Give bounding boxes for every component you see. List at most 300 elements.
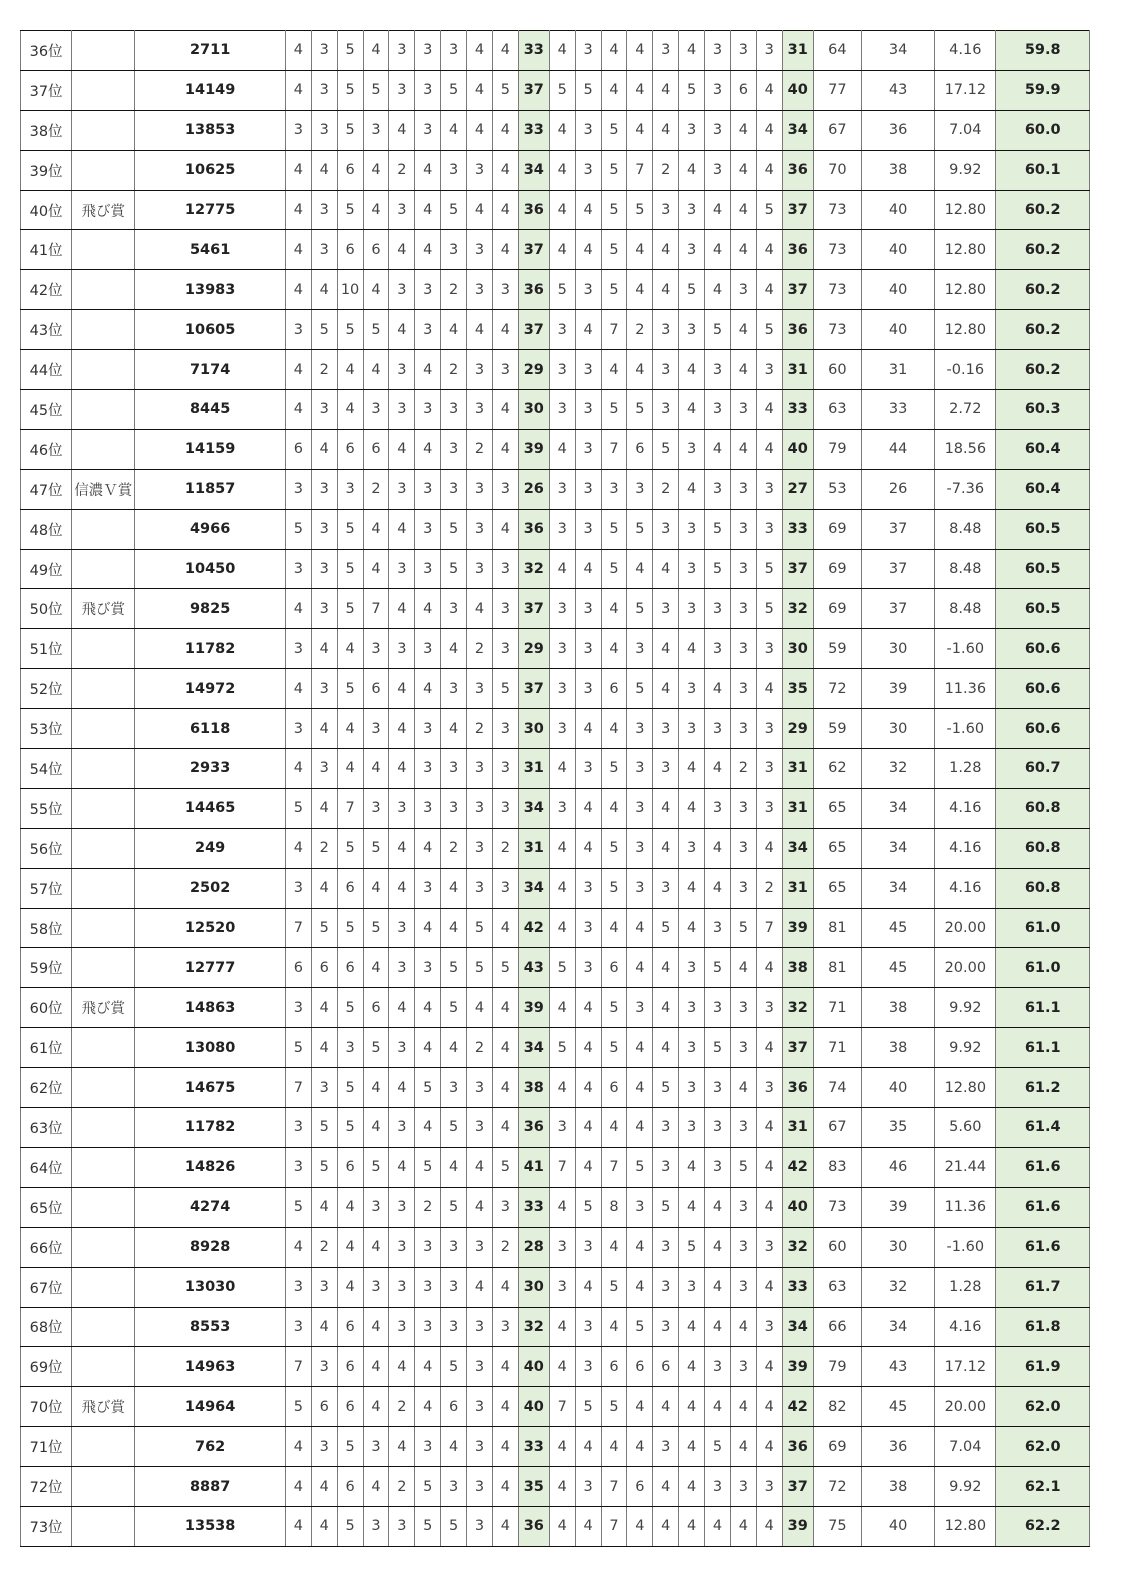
- out-hole-2-score: 3: [311, 390, 337, 430]
- in-hole-17-score: 4: [730, 350, 756, 390]
- out-hole-9-score: 3: [492, 589, 518, 629]
- in-hole-13-score: 4: [627, 1387, 653, 1427]
- net-score-cell: 62.0: [996, 1427, 1090, 1467]
- in-total-cell: 39: [782, 1347, 813, 1387]
- gross-score-cell: 63: [813, 390, 861, 430]
- in-hole-15-score: 4: [679, 31, 705, 71]
- in-hole-17-score: 3: [730, 1028, 756, 1068]
- adjustment-cell: 17.12: [935, 70, 996, 110]
- out-hole-9-score: 3: [492, 868, 518, 908]
- in-hole-16-score: 5: [705, 1427, 731, 1467]
- rank-cell: 55位: [21, 788, 72, 828]
- in-hole-17-score: 3: [730, 1108, 756, 1148]
- in-hole-17-score: 4: [730, 230, 756, 270]
- adjustment-cell: 21.44: [935, 1147, 996, 1187]
- in-total-cell: 31: [782, 868, 813, 908]
- in-hole-12-score: 7: [601, 1467, 627, 1507]
- out-hole-8-score: 3: [467, 1227, 493, 1267]
- player-id-cell: 14863: [135, 988, 286, 1028]
- in-hole-15-score: 4: [679, 1147, 705, 1187]
- rank-cell: 57位: [21, 868, 72, 908]
- player-id-cell: 14972: [135, 669, 286, 709]
- out-hole-1-score: 4: [285, 1467, 311, 1507]
- adjustment-cell: 12.80: [935, 230, 996, 270]
- out-hole-5-score: 4: [389, 310, 415, 350]
- in-hole-11-score: 4: [575, 828, 601, 868]
- in-hole-17-score: 4: [730, 1506, 756, 1546]
- out-hole-6-score: 3: [415, 1427, 441, 1467]
- out-hole-3-score: 5: [337, 509, 363, 549]
- out-hole-3-score: 4: [337, 1267, 363, 1307]
- rank-cell: 49位: [21, 549, 72, 589]
- out-hole-6-score: 3: [415, 788, 441, 828]
- table-row: [21, 230, 1090, 270]
- award-cell: 飛び賞: [72, 988, 135, 1028]
- out-hole-6-score: 3: [415, 749, 441, 789]
- handicap-cell: 34: [861, 868, 934, 908]
- handicap-cell: 30: [861, 1227, 934, 1267]
- in-hole-14-score: 4: [653, 1387, 679, 1427]
- out-hole-4-score: 3: [363, 709, 389, 749]
- out-hole-8-score: 3: [467, 1506, 493, 1546]
- in-hole-13-score: 4: [627, 1427, 653, 1467]
- out-hole-7-score: 3: [441, 390, 467, 430]
- out-hole-8-score: 3: [467, 1307, 493, 1347]
- out-hole-4-score: 4: [363, 948, 389, 988]
- in-hole-11-score: 3: [575, 1467, 601, 1507]
- adjustment-cell: -0.16: [935, 350, 996, 390]
- out-hole-5-score: 4: [389, 1427, 415, 1467]
- in-hole-15-score: 3: [679, 190, 705, 230]
- in-hole-10-score: 3: [549, 1108, 575, 1148]
- in-hole-14-score: 2: [653, 150, 679, 190]
- out-total-cell: 34: [518, 868, 549, 908]
- adjustment-cell: 11.36: [935, 1187, 996, 1227]
- in-total-cell: 32: [782, 589, 813, 629]
- out-hole-3-score: 5: [337, 1108, 363, 1148]
- out-hole-4-score: 3: [363, 1187, 389, 1227]
- in-hole-10-score: 3: [549, 469, 575, 509]
- in-hole-17-score: 3: [730, 1227, 756, 1267]
- out-hole-1-score: 7: [285, 1347, 311, 1387]
- out-hole-3-score: 5: [337, 1506, 363, 1546]
- in-hole-12-score: 7: [601, 1147, 627, 1187]
- out-total-cell: 39: [518, 988, 549, 1028]
- out-hole-2-score: 4: [311, 429, 337, 469]
- in-hole-16-score: 3: [705, 709, 731, 749]
- out-hole-7-score: 2: [441, 270, 467, 310]
- out-hole-3-score: 5: [337, 589, 363, 629]
- award-cell: [72, 908, 135, 948]
- table-row: [21, 1147, 1090, 1187]
- out-hole-8-score: 3: [467, 469, 493, 509]
- out-hole-5-score: 4: [389, 429, 415, 469]
- in-hole-17-score: 3: [730, 669, 756, 709]
- in-hole-11-score: 4: [575, 709, 601, 749]
- out-hole-7-score: 4: [441, 1427, 467, 1467]
- in-total-cell: 40: [782, 1187, 813, 1227]
- gross-score-cell: 77: [813, 70, 861, 110]
- player-id-cell: 14159: [135, 429, 286, 469]
- in-hole-13-score: 5: [627, 1147, 653, 1187]
- out-hole-9-score: 3: [492, 1187, 518, 1227]
- out-hole-6-score: 3: [415, 31, 441, 71]
- out-hole-7-score: 4: [441, 868, 467, 908]
- handicap-cell: 40: [861, 230, 934, 270]
- in-hole-18-score: 4: [756, 390, 782, 430]
- out-total-cell: 32: [518, 549, 549, 589]
- out-hole-2-score: 4: [311, 270, 337, 310]
- out-hole-7-score: 5: [441, 509, 467, 549]
- in-hole-14-score: 4: [653, 70, 679, 110]
- out-hole-2-score: 2: [311, 350, 337, 390]
- out-hole-4-score: 5: [363, 1147, 389, 1187]
- out-hole-5-score: 4: [389, 110, 415, 150]
- out-hole-7-score: 5: [441, 549, 467, 589]
- out-total-cell: 29: [518, 629, 549, 669]
- rank-cell: 56位: [21, 828, 72, 868]
- in-hole-15-score: 3: [679, 230, 705, 270]
- in-hole-15-score: 4: [679, 868, 705, 908]
- in-hole-11-score: 4: [575, 1147, 601, 1187]
- in-hole-15-score: 3: [679, 1068, 705, 1108]
- in-hole-16-score: 5: [705, 509, 731, 549]
- in-total-cell: 36: [782, 1068, 813, 1108]
- in-hole-14-score: 4: [653, 230, 679, 270]
- out-hole-5-score: 3: [389, 1506, 415, 1546]
- in-total-cell: 29: [782, 709, 813, 749]
- in-hole-14-score: 4: [653, 948, 679, 988]
- net-score-cell: 60.2: [996, 350, 1090, 390]
- adjustment-cell: 1.28: [935, 1267, 996, 1307]
- in-hole-14-score: 4: [653, 1028, 679, 1068]
- in-hole-11-score: 5: [575, 70, 601, 110]
- out-hole-4-score: 5: [363, 1028, 389, 1068]
- out-total-cell: 37: [518, 589, 549, 629]
- in-hole-11-score: 3: [575, 390, 601, 430]
- in-hole-11-score: 4: [575, 1506, 601, 1546]
- in-hole-15-score: 4: [679, 788, 705, 828]
- out-hole-1-score: 3: [285, 549, 311, 589]
- in-hole-12-score: 4: [601, 629, 627, 669]
- in-total-cell: 42: [782, 1147, 813, 1187]
- out-hole-2-score: 3: [311, 509, 337, 549]
- gross-score-cell: 82: [813, 1387, 861, 1427]
- in-hole-15-score: 5: [679, 70, 705, 110]
- gross-score-cell: 73: [813, 190, 861, 230]
- out-hole-2-score: 4: [311, 868, 337, 908]
- out-hole-5-score: 4: [389, 1068, 415, 1108]
- in-hole-18-score: 4: [756, 1108, 782, 1148]
- award-cell: [72, 1506, 135, 1546]
- out-hole-3-score: 5: [337, 828, 363, 868]
- in-total-cell: 42: [782, 1387, 813, 1427]
- out-hole-1-score: 7: [285, 908, 311, 948]
- out-hole-6-score: 2: [415, 1187, 441, 1227]
- handicap-cell: 34: [861, 31, 934, 71]
- out-hole-1-score: 6: [285, 948, 311, 988]
- in-total-cell: 38: [782, 948, 813, 988]
- net-score-cell: 61.0: [996, 908, 1090, 948]
- out-hole-4-score: 2: [363, 469, 389, 509]
- out-hole-8-score: 3: [467, 1427, 493, 1467]
- in-hole-10-score: 3: [549, 350, 575, 390]
- out-hole-4-score: 4: [363, 868, 389, 908]
- gross-score-cell: 72: [813, 1467, 861, 1507]
- in-hole-16-score: 3: [705, 629, 731, 669]
- adjustment-cell: 17.12: [935, 1347, 996, 1387]
- out-hole-7-score: 4: [441, 1028, 467, 1068]
- out-hole-3-score: 5: [337, 31, 363, 71]
- player-id-cell: 14465: [135, 788, 286, 828]
- award-cell: [72, 549, 135, 589]
- player-id-cell: 14964: [135, 1387, 286, 1427]
- net-score-cell: 61.1: [996, 1028, 1090, 1068]
- in-total-cell: 35: [782, 669, 813, 709]
- out-hole-1-score: 3: [285, 469, 311, 509]
- in-hole-14-score: 3: [653, 1108, 679, 1148]
- net-score-cell: 61.6: [996, 1147, 1090, 1187]
- in-hole-12-score: 6: [601, 948, 627, 988]
- in-hole-11-score: 3: [575, 669, 601, 709]
- out-hole-8-score: 3: [467, 150, 493, 190]
- net-score-cell: 60.2: [996, 190, 1090, 230]
- rank-cell: 58位: [21, 908, 72, 948]
- out-hole-6-score: 3: [415, 709, 441, 749]
- out-hole-9-score: 3: [492, 629, 518, 669]
- handicap-cell: 38: [861, 150, 934, 190]
- table-row: [21, 1347, 1090, 1387]
- in-hole-17-score: 3: [730, 270, 756, 310]
- out-hole-7-score: 3: [441, 669, 467, 709]
- in-hole-17-score: 3: [730, 390, 756, 430]
- out-hole-5-score: 3: [389, 1227, 415, 1267]
- in-hole-16-score: 4: [705, 1227, 731, 1267]
- award-cell: [72, 749, 135, 789]
- out-hole-8-score: 4: [467, 1147, 493, 1187]
- out-hole-2-score: 3: [311, 1267, 337, 1307]
- gross-score-cell: 75: [813, 1506, 861, 1546]
- in-hole-14-score: 3: [653, 190, 679, 230]
- in-hole-15-score: 4: [679, 908, 705, 948]
- out-hole-3-score: 6: [337, 948, 363, 988]
- in-total-cell: 37: [782, 190, 813, 230]
- out-total-cell: 28: [518, 1227, 549, 1267]
- rank-cell: 38位: [21, 110, 72, 150]
- in-hole-16-score: 4: [705, 429, 731, 469]
- out-hole-6-score: 4: [415, 1108, 441, 1148]
- out-hole-4-score: 6: [363, 230, 389, 270]
- in-hole-18-score: 4: [756, 828, 782, 868]
- table-row: [21, 31, 1090, 71]
- in-hole-12-score: 5: [601, 230, 627, 270]
- out-hole-8-score: 4: [467, 589, 493, 629]
- out-hole-5-score: 3: [389, 469, 415, 509]
- out-hole-1-score: 3: [285, 1147, 311, 1187]
- in-total-cell: 40: [782, 70, 813, 110]
- in-hole-15-score: 3: [679, 669, 705, 709]
- table-row: [21, 350, 1090, 390]
- in-hole-13-score: 4: [627, 549, 653, 589]
- in-hole-15-score: 4: [679, 1467, 705, 1507]
- in-hole-13-score: 4: [627, 908, 653, 948]
- out-hole-5-score: 2: [389, 1467, 415, 1507]
- in-hole-12-score: 4: [601, 31, 627, 71]
- handicap-cell: 40: [861, 190, 934, 230]
- table-row: [21, 1028, 1090, 1068]
- gross-score-cell: 67: [813, 1108, 861, 1148]
- in-total-cell: 37: [782, 1028, 813, 1068]
- in-hole-18-score: 3: [756, 350, 782, 390]
- out-hole-8-score: 2: [467, 709, 493, 749]
- out-hole-1-score: 4: [285, 270, 311, 310]
- out-hole-3-score: 3: [337, 469, 363, 509]
- in-hole-13-score: 4: [627, 1506, 653, 1546]
- in-hole-17-score: 5: [730, 1147, 756, 1187]
- in-hole-11-score: 5: [575, 1387, 601, 1427]
- out-hole-7-score: 4: [441, 310, 467, 350]
- out-hole-7-score: 3: [441, 749, 467, 789]
- gross-score-cell: 70: [813, 150, 861, 190]
- in-hole-18-score: 5: [756, 310, 782, 350]
- table-row: [21, 1467, 1090, 1507]
- gross-score-cell: 67: [813, 110, 861, 150]
- player-id-cell: 8928: [135, 1227, 286, 1267]
- in-hole-11-score: 3: [575, 509, 601, 549]
- out-hole-9-score: 4: [492, 1267, 518, 1307]
- in-hole-11-score: 3: [575, 429, 601, 469]
- player-id-cell: 6118: [135, 709, 286, 749]
- table-row: [21, 1068, 1090, 1108]
- in-hole-11-score: 4: [575, 1427, 601, 1467]
- in-hole-14-score: 5: [653, 1187, 679, 1227]
- adjustment-cell: 9.92: [935, 1028, 996, 1068]
- table-row: [21, 1307, 1090, 1347]
- table-row: [21, 1267, 1090, 1307]
- rank-cell: 36位: [21, 31, 72, 71]
- adjustment-cell: 11.36: [935, 669, 996, 709]
- out-hole-9-score: 3: [492, 788, 518, 828]
- in-hole-13-score: 3: [627, 1187, 653, 1227]
- in-hole-16-score: 5: [705, 948, 731, 988]
- table-row: [21, 1387, 1090, 1427]
- in-hole-16-score: 3: [705, 31, 731, 71]
- in-hole-13-score: 4: [627, 230, 653, 270]
- handicap-cell: 38: [861, 1028, 934, 1068]
- out-hole-5-score: 4: [389, 230, 415, 270]
- player-id-cell: 2711: [135, 31, 286, 71]
- in-hole-18-score: 3: [756, 629, 782, 669]
- in-hole-10-score: 4: [549, 1467, 575, 1507]
- rank-cell: 69位: [21, 1347, 72, 1387]
- out-hole-8-score: 5: [467, 908, 493, 948]
- out-total-cell: 35: [518, 1467, 549, 1507]
- out-hole-4-score: 4: [363, 1068, 389, 1108]
- in-hole-13-score: 4: [627, 1267, 653, 1307]
- in-hole-15-score: 3: [679, 1028, 705, 1068]
- in-hole-11-score: 4: [575, 788, 601, 828]
- in-hole-17-score: 5: [730, 908, 756, 948]
- out-hole-3-score: 5: [337, 908, 363, 948]
- handicap-cell: 40: [861, 270, 934, 310]
- out-hole-6-score: 3: [415, 948, 441, 988]
- in-hole-10-score: 4: [549, 31, 575, 71]
- in-hole-14-score: 4: [653, 788, 679, 828]
- player-id-cell: 10450: [135, 549, 286, 589]
- player-id-cell: 12520: [135, 908, 286, 948]
- adjustment-cell: 1.28: [935, 749, 996, 789]
- handicap-cell: 34: [861, 1307, 934, 1347]
- in-hole-10-score: 3: [549, 669, 575, 709]
- out-hole-2-score: 3: [311, 110, 337, 150]
- gross-score-cell: 64: [813, 31, 861, 71]
- out-hole-8-score: 2: [467, 1028, 493, 1068]
- out-hole-9-score: 4: [492, 1427, 518, 1467]
- in-hole-12-score: 5: [601, 828, 627, 868]
- award-cell: [72, 110, 135, 150]
- out-hole-6-score: 3: [415, 390, 441, 430]
- in-hole-13-score: 5: [627, 669, 653, 709]
- out-hole-8-score: 3: [467, 669, 493, 709]
- table-row: [21, 549, 1090, 589]
- in-hole-15-score: 3: [679, 948, 705, 988]
- out-hole-9-score: 2: [492, 1227, 518, 1267]
- in-hole-13-score: 3: [627, 749, 653, 789]
- out-hole-2-score: 3: [311, 589, 337, 629]
- out-hole-8-score: 3: [467, 1467, 493, 1507]
- out-hole-4-score: 5: [363, 828, 389, 868]
- adjustment-cell: 8.48: [935, 509, 996, 549]
- out-hole-5-score: 2: [389, 1387, 415, 1427]
- player-id-cell: 10625: [135, 150, 286, 190]
- out-hole-3-score: 4: [337, 390, 363, 430]
- out-hole-5-score: 3: [389, 908, 415, 948]
- out-hole-9-score: 3: [492, 549, 518, 589]
- out-hole-5-score: 4: [389, 589, 415, 629]
- in-hole-18-score: 2: [756, 868, 782, 908]
- out-hole-6-score: 3: [415, 270, 441, 310]
- player-id-cell: 11782: [135, 629, 286, 669]
- adjustment-cell: 18.56: [935, 429, 996, 469]
- in-hole-13-score: 4: [627, 110, 653, 150]
- out-hole-5-score: 3: [389, 1307, 415, 1347]
- in-hole-10-score: 4: [549, 110, 575, 150]
- out-hole-3-score: 6: [337, 1347, 363, 1387]
- in-hole-16-score: 3: [705, 110, 731, 150]
- in-hole-18-score: 5: [756, 549, 782, 589]
- in-hole-17-score: 4: [730, 429, 756, 469]
- in-hole-12-score: 7: [601, 1506, 627, 1546]
- net-score-cell: 60.5: [996, 509, 1090, 549]
- in-hole-18-score: 4: [756, 150, 782, 190]
- in-hole-18-score: 3: [756, 749, 782, 789]
- adjustment-cell: 12.80: [935, 270, 996, 310]
- handicap-cell: 38: [861, 1467, 934, 1507]
- out-hole-7-score: 3: [441, 1307, 467, 1347]
- adjustment-cell: 20.00: [935, 948, 996, 988]
- in-hole-18-score: 3: [756, 1068, 782, 1108]
- handicap-cell: 31: [861, 350, 934, 390]
- in-hole-12-score: 4: [601, 1108, 627, 1148]
- in-hole-15-score: 4: [679, 1187, 705, 1227]
- in-hole-11-score: 4: [575, 1028, 601, 1068]
- handicap-cell: 46: [861, 1147, 934, 1187]
- out-hole-7-score: 3: [441, 150, 467, 190]
- results-table: [20, 30, 1090, 1547]
- adjustment-cell: -1.60: [935, 709, 996, 749]
- award-cell: [72, 1147, 135, 1187]
- out-hole-1-score: 5: [285, 788, 311, 828]
